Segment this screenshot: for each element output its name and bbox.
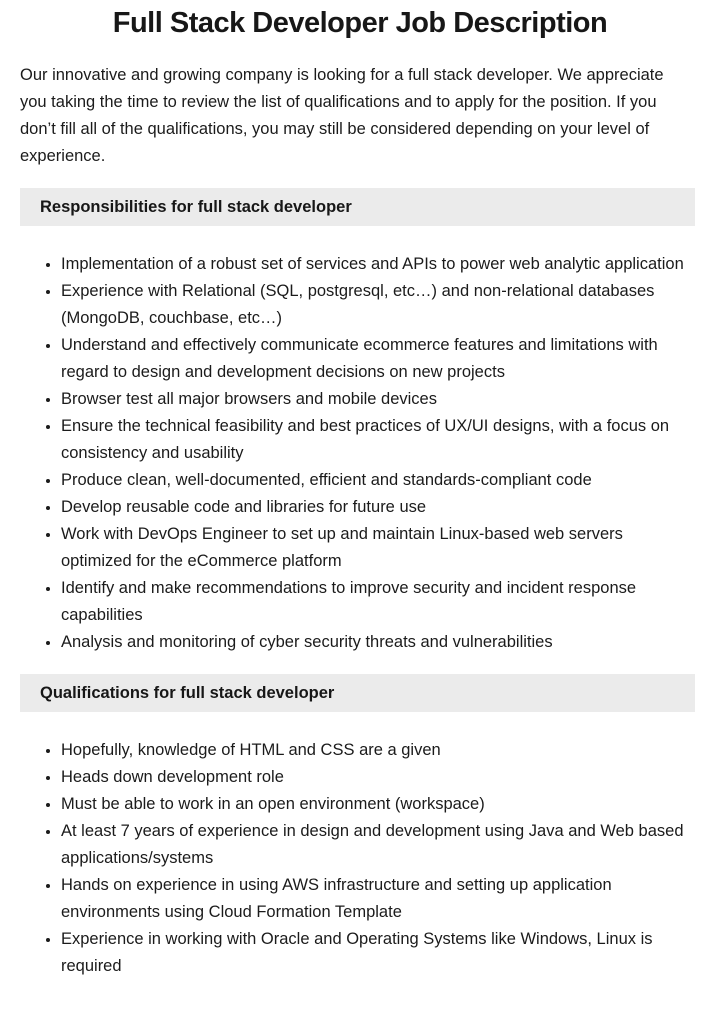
bullet-item: • Analysis and monitoring of cyber security threats and vulnerabilities: [61, 629, 690, 656]
bullet-item: • Develop reusable code and libraries for future use: [61, 494, 690, 521]
bullet-item: • Heads down development role: [61, 764, 690, 791]
section-qualifications: [0, 674, 720, 980]
bullet-item: • At least 7 years of experience in design and development using Java and Web based applications/systems: [61, 818, 690, 872]
qualifications-list: [20, 737, 690, 980]
bullet-item: • Ensure the technical feasibility and best practices of UX/UI designs, with a focus on consistency and usability: [61, 413, 690, 467]
page-title: Full Stack Developer Job Description: [112, 7, 608, 39]
bullet-item: • Browser test all major browsers and mobile devices: [61, 386, 690, 413]
bullet-item: • Work with DevOps Engineer to set up and maintain Linux-based web servers optimized for the eCommerce platform: [61, 521, 690, 575]
intro-paragraph: Our innovative and growing company is looking for a full stack developer. We appreciate you taking the time to review the list of qualifications and to apply for the position. If you don’t fill all of the qualifications, you may still be considered depending on your level of experience.: [20, 66, 664, 165]
bullet-item: • Must be able to work in an open environment (workspace): [61, 791, 690, 818]
bullet-item: • Hopefully, knowledge of HTML and CSS are a given: [61, 737, 690, 764]
bullet-item: • Produce clean, well-documented, efficient and standards-compliant code: [61, 467, 690, 494]
bullet-item: • Experience in working with Oracle and Operating Systems like Windows, Linux is required: [61, 926, 690, 980]
bullet-item: • Hands on experience in using AWS infrastructure and setting up application environments using Cloud Formation Template: [61, 872, 690, 926]
bullet-item: • Implementation of a robust set of services and APIs to power web analytic application: [61, 251, 690, 278]
responsibilities-list: [20, 251, 690, 656]
section-heading-responsibilities: Responsibilities for full stack developer: [20, 188, 695, 226]
section-responsibilities: [0, 188, 720, 656]
bullet-item: • Experience with Relational (SQL, postgresql, etc…) and non-relational databases (MongoDB, couchbase, etc…): [61, 278, 690, 332]
section-heading-qualifications: Qualifications for full stack developer: [20, 674, 695, 712]
bullet-item: • Identify and make recommendations to improve security and incident response capabilities: [61, 575, 690, 629]
bullet-item: • Understand and effectively communicate ecommerce features and limitations with regard to design and development decisions on new projects: [61, 332, 690, 386]
